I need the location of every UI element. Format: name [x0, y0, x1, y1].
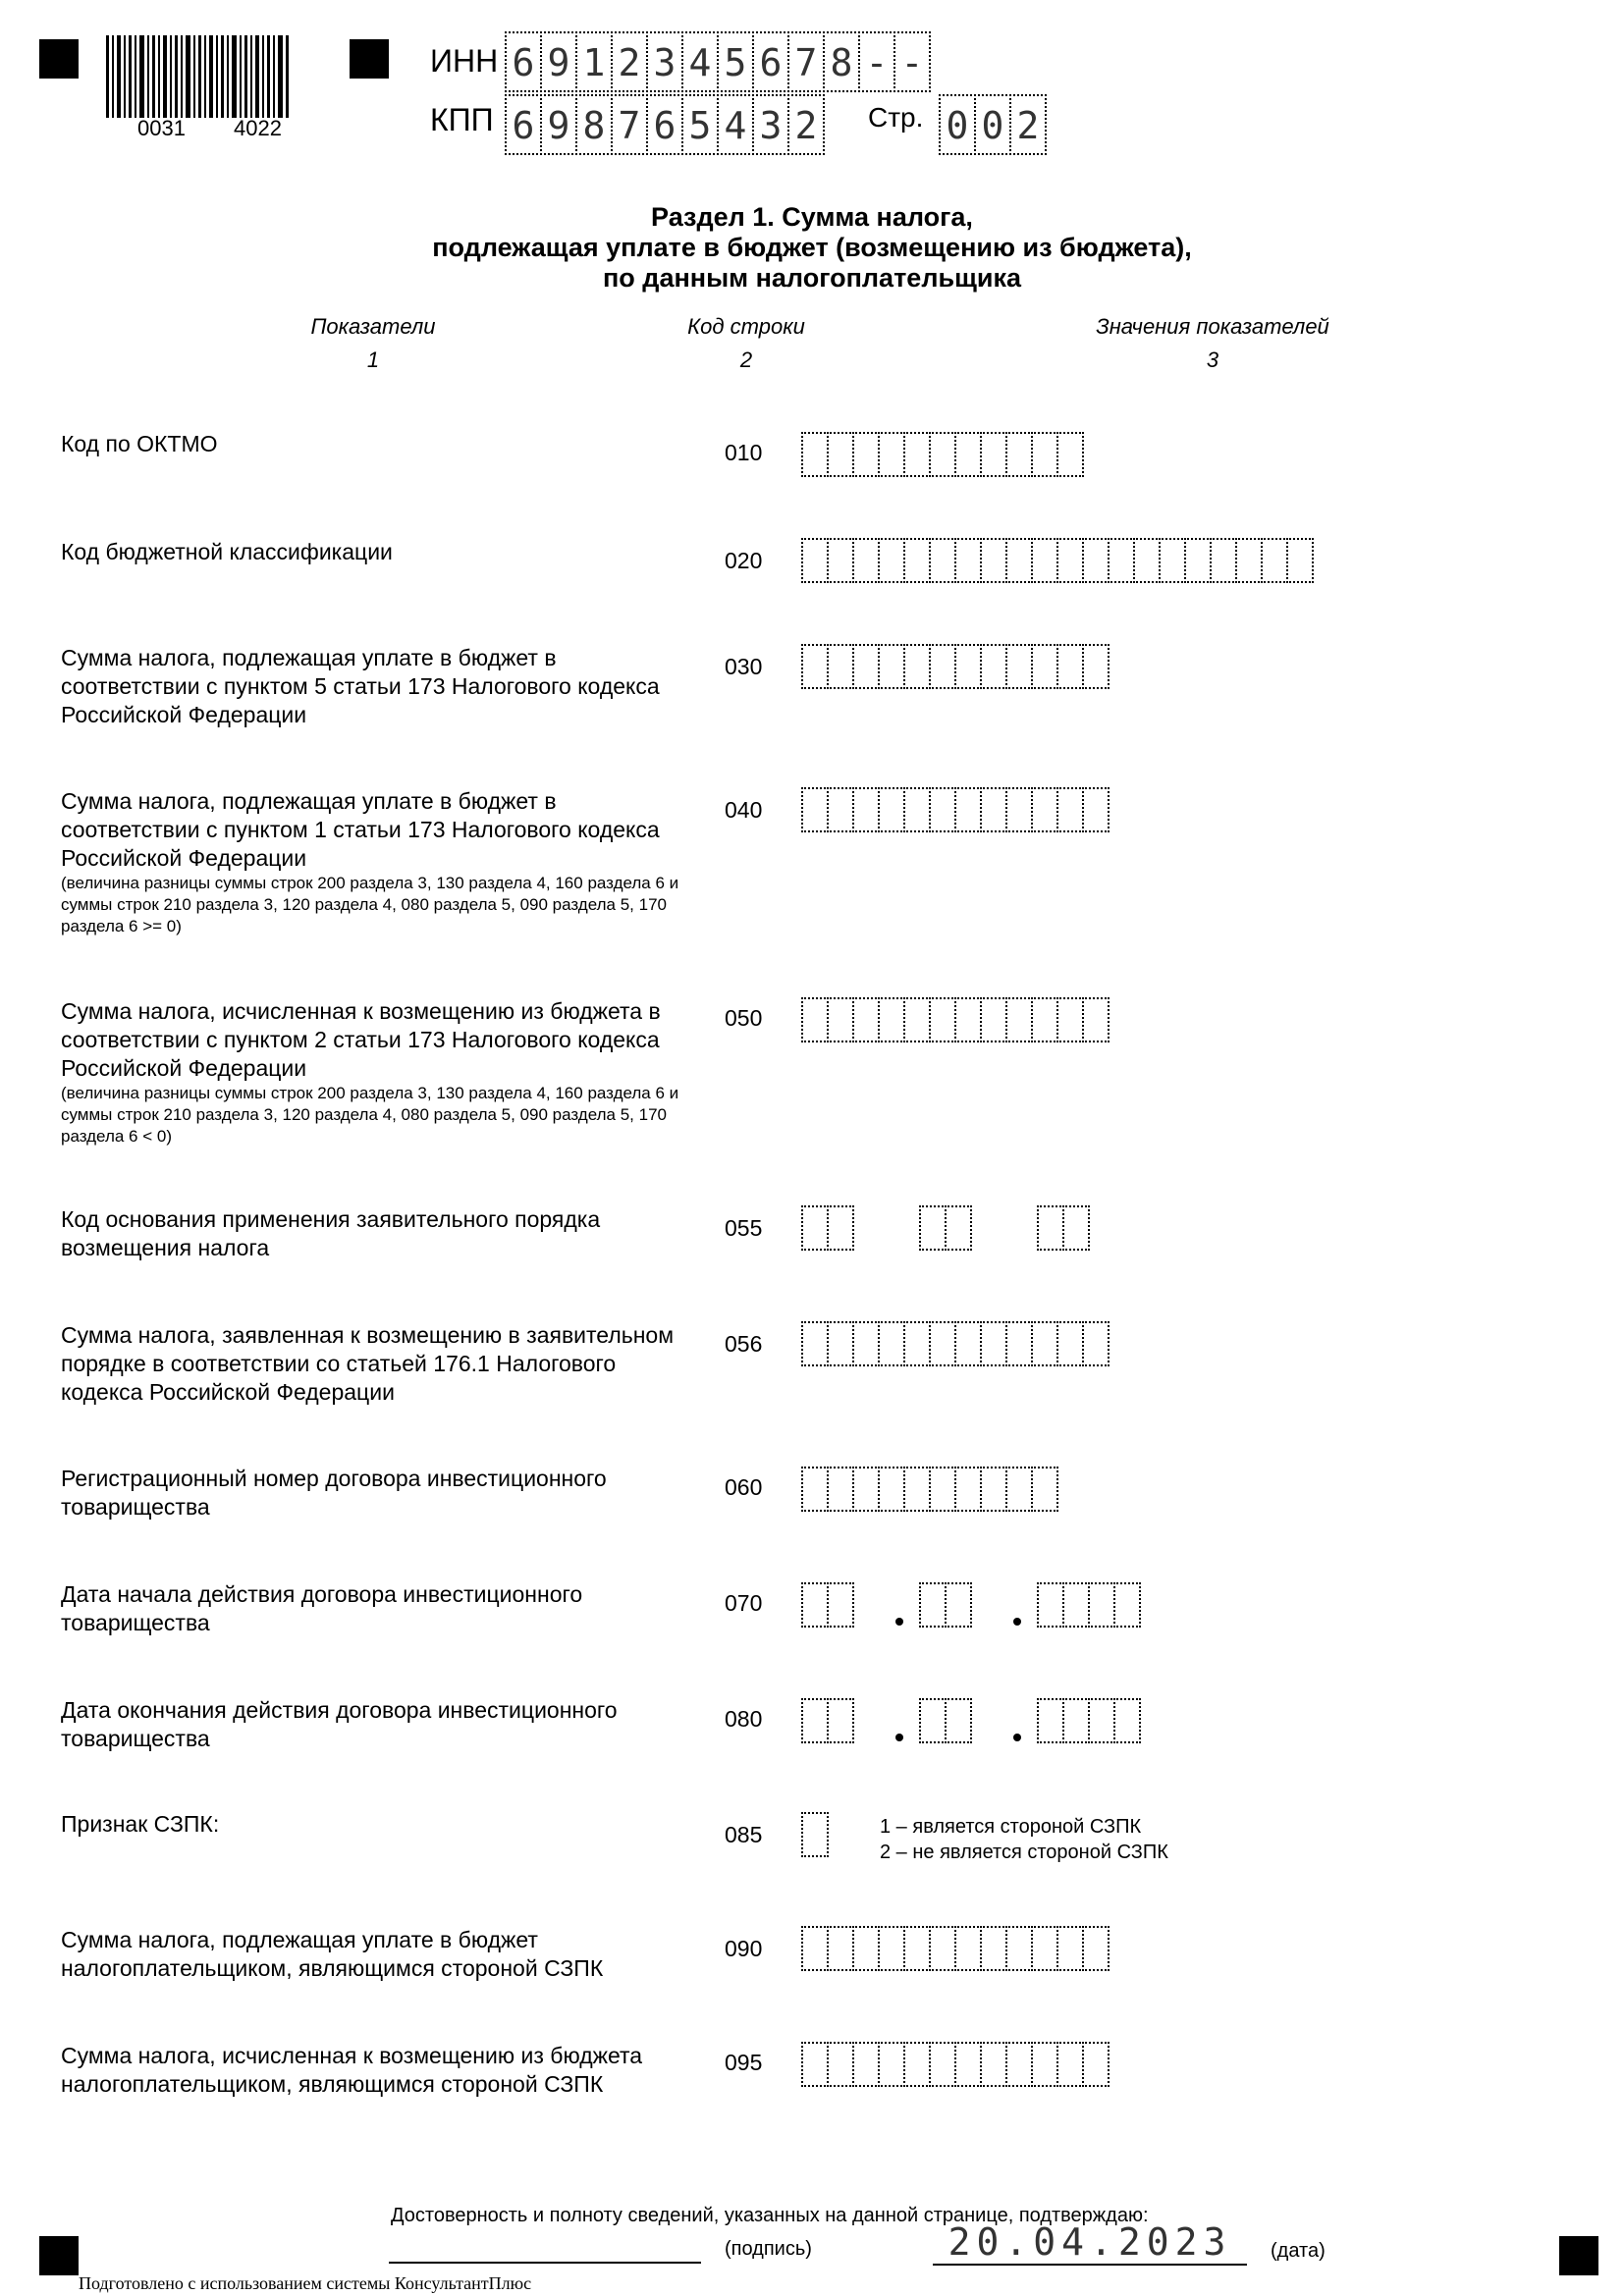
value-cell[interactable] [1031, 997, 1058, 1042]
value-cell[interactable] [1037, 1582, 1064, 1628]
value-cell[interactable] [878, 2042, 905, 2087]
row-070-day-field[interactable] [801, 1582, 852, 1628]
value-cell[interactable] [1005, 1321, 1033, 1366]
value-cell[interactable] [1082, 997, 1110, 1042]
value-cell[interactable] [929, 997, 956, 1042]
value-cell[interactable] [1005, 538, 1033, 583]
row-055-label: Код основания применения заявительного порядка возмещения налога [61, 1206, 601, 1260]
value-cell[interactable] [903, 644, 931, 689]
column-3-label: Значения показателей [1096, 314, 1329, 339]
row-055-value-part-2[interactable] [919, 1205, 970, 1251]
value-cell[interactable] [852, 1467, 880, 1512]
value-cell[interactable] [852, 432, 880, 477]
value-cell[interactable] [954, 1467, 982, 1512]
value-cell[interactable] [1031, 1926, 1058, 1971]
value-cell[interactable] [801, 1926, 829, 1971]
row-090-label: Сумма налога, подлежащая уплате в бюджет налогоплательщиком, являющимся стороной СЗПК [61, 1927, 604, 1981]
inn-cell[interactable]: 6 [505, 31, 542, 92]
barcode-bars-icon [106, 35, 293, 118]
row-050-label: Сумма налога, исчисленная к возмещению из бюджета в соответствии с пунктом 2 статьи 173 Налогового кодекса Российской Федерации (величина разницы суммы строк 200 раздела 3, 130 раздела 4, 160 раздела 6 и суммы строк 210 раздела 3, 120 раздела 4, 080 раздела 5, 090 раздела 5, 170 раздела 6 < 0) [61, 997, 689, 1148]
inn-cell[interactable]: - [858, 31, 895, 92]
value-cell[interactable] [1062, 1698, 1090, 1743]
value-cell[interactable] [827, 787, 854, 832]
row-010-value-field[interactable] [801, 432, 1082, 477]
inn-cell[interactable]: 3 [646, 31, 683, 92]
value-cell[interactable] [1261, 538, 1288, 583]
value-cell[interactable] [827, 538, 854, 583]
column-header-line-code [619, 314, 874, 373]
row-055-value-part-1[interactable] [801, 1205, 852, 1251]
row-070-code: 070 [725, 1590, 763, 1616]
value-cell[interactable] [801, 1467, 829, 1512]
row-085-code: 085 [725, 1822, 763, 1847]
row-040-label: Сумма налога, подлежащая уплате в бюджет в соответствии с пунктом 1 статьи 173 Налогового кодекса Российской Федерации (величина разницы суммы строк 200 раздела 3, 130 раздела 4, 160 раздела 6 и суммы строк 210 раздела 3, 120 раздела 4, 080 раздела 5, 090 раздела 5, 170 раздела 6 >= 0) [61, 787, 689, 937]
value-cell[interactable] [878, 1321, 905, 1366]
page-title [0, 202, 1624, 294]
value-cell[interactable] [1037, 1698, 1064, 1743]
row-080-month-field[interactable] [919, 1698, 970, 1743]
value-cell[interactable] [1082, 787, 1110, 832]
row-020-code: 020 [725, 548, 763, 573]
row-090-value-field[interactable] [801, 1926, 1108, 1971]
value-cell[interactable] [1082, 538, 1110, 583]
value-cell[interactable] [1082, 2042, 1110, 2087]
date-separator-dot [895, 1618, 903, 1626]
value-cell[interactable] [1031, 644, 1058, 689]
row-050-code: 050 [725, 1005, 763, 1031]
value-cell[interactable] [1056, 1321, 1084, 1366]
value-cell[interactable] [1031, 432, 1058, 477]
row-060-value-field[interactable] [801, 1467, 1056, 1512]
title-line-2: подлежащая уплате в бюджет (возмещению из бюджета), [432, 233, 1192, 262]
value-cell[interactable] [980, 2042, 1007, 2087]
value-cell[interactable] [1082, 1926, 1110, 1971]
value-cell[interactable] [852, 2042, 880, 2087]
kpp-cell[interactable]: 6 [505, 94, 542, 155]
value-cell[interactable] [929, 644, 956, 689]
barcode [106, 35, 293, 120]
inn-cell[interactable]: 4 [681, 31, 719, 92]
value-cell[interactable] [1056, 997, 1084, 1042]
row-055-value-part-3[interactable] [1037, 1205, 1088, 1251]
title-line-3: по данным налогоплательщика [603, 263, 1021, 293]
value-cell[interactable] [929, 1321, 956, 1366]
page-cell[interactable]: 0 [939, 94, 976, 155]
kpp-cell[interactable]: 8 [575, 94, 613, 155]
value-cell[interactable] [903, 1321, 931, 1366]
row-020-label: Код бюджетной классификации [61, 539, 393, 564]
value-cell[interactable] [878, 432, 905, 477]
inn-cell[interactable]: 2 [611, 31, 648, 92]
signature-label: (подпись) [725, 2238, 812, 2260]
value-cell[interactable] [801, 2042, 829, 2087]
kpp-cell[interactable]: 5 [681, 94, 719, 155]
value-cell[interactable] [1235, 538, 1263, 583]
row-056-label: Сумма налога, заявленная к возмещению в заявительном порядке в соответствии со статьей 176.1 Налогового кодекса Российской Федерации [61, 1322, 675, 1405]
value-cell[interactable] [945, 1582, 972, 1628]
kpp-field[interactable] [505, 94, 823, 155]
value-cell[interactable] [980, 1926, 1007, 1971]
inn-cell[interactable]: 7 [787, 31, 825, 92]
value-cell[interactable] [827, 1698, 854, 1743]
registration-marker-bottom-left [39, 2236, 79, 2275]
registration-marker-top-right [350, 39, 389, 79]
value-cell[interactable] [980, 787, 1007, 832]
kpp-label: КПП [430, 102, 494, 137]
value-cell[interactable] [945, 1698, 972, 1743]
value-cell[interactable] [801, 1698, 829, 1743]
value-cell[interactable] [878, 644, 905, 689]
value-cell[interactable] [1184, 538, 1212, 583]
value-cell[interactable] [852, 787, 880, 832]
inn-field[interactable] [505, 31, 929, 92]
value-cell[interactable] [903, 1926, 931, 1971]
row-090-code: 090 [725, 1936, 763, 1961]
value-cell[interactable] [852, 997, 880, 1042]
value-cell[interactable] [852, 1321, 880, 1366]
title-line-1: Раздел 1. Сумма налога, [651, 202, 973, 232]
value-cell[interactable] [878, 538, 905, 583]
value-cell[interactable] [1031, 787, 1058, 832]
value-cell[interactable] [827, 644, 854, 689]
value-cell[interactable] [929, 538, 956, 583]
row-056-value-field[interactable] [801, 1321, 1108, 1366]
value-cell[interactable] [919, 1205, 947, 1251]
value-cell[interactable] [801, 787, 829, 832]
value-cell[interactable] [1088, 1698, 1115, 1743]
prepared-with-credit: Подготовлено с использованием системы КонсультантПлюс [79, 2273, 532, 2293]
value-cell[interactable] [1210, 538, 1237, 583]
value-cell[interactable] [929, 1926, 956, 1971]
row-080-year-field[interactable] [1037, 1698, 1139, 1743]
row-050-value-field[interactable] [801, 997, 1108, 1042]
inn-cell[interactable]: 9 [540, 31, 577, 92]
date-label: (дата) [1271, 2240, 1326, 2262]
value-cell[interactable] [1286, 538, 1314, 583]
column-1-number: 1 [366, 347, 380, 372]
value-cell[interactable] [827, 2042, 854, 2087]
page-cell[interactable]: 2 [1009, 94, 1047, 155]
value-cell[interactable] [1056, 644, 1084, 689]
value-cell[interactable] [1037, 1205, 1064, 1251]
signature-line[interactable] [389, 2262, 701, 2264]
szpk-option-2: 2 – не является стороной СЗПК [880, 1842, 1168, 1863]
value-cell[interactable] [827, 1205, 854, 1251]
column-header-values [1051, 314, 1375, 373]
barcode-number-left: 0031 [137, 116, 186, 140]
value-cell[interactable] [1133, 538, 1161, 583]
column-2-label: Код строки [687, 314, 805, 339]
value-cell[interactable] [1005, 1926, 1033, 1971]
inn-label: ИНН [430, 43, 499, 79]
value-cell[interactable] [980, 432, 1007, 477]
value-cell[interactable] [954, 538, 982, 583]
page-cell[interactable]: 0 [974, 94, 1011, 155]
value-cell[interactable] [801, 997, 829, 1042]
value-cell[interactable] [980, 1467, 1007, 1512]
value-cell[interactable] [1056, 432, 1084, 477]
value-cell[interactable] [801, 538, 829, 583]
kpp-cell[interactable]: 2 [787, 94, 825, 155]
value-cell[interactable] [1031, 1467, 1058, 1512]
value-cell[interactable] [1056, 2042, 1084, 2087]
value-cell[interactable] [1082, 644, 1110, 689]
value-cell[interactable] [852, 1926, 880, 1971]
value-cell[interactable] [827, 1926, 854, 1971]
row-095-code: 095 [725, 2050, 763, 2075]
value-cell[interactable] [929, 2042, 956, 2087]
value-cell[interactable] [852, 644, 880, 689]
value-cell[interactable] [1005, 997, 1033, 1042]
value-cell[interactable] [801, 432, 829, 477]
value-cell[interactable] [954, 432, 982, 477]
row-020-value-field[interactable] [801, 538, 1312, 583]
inn-cell[interactable]: - [893, 31, 931, 92]
value-cell[interactable] [903, 997, 931, 1042]
column-3-number: 3 [1206, 347, 1219, 372]
value-cell[interactable] [878, 997, 905, 1042]
value-cell[interactable] [980, 997, 1007, 1042]
row-095-label: Сумма налога, исчисленная к возмещению из бюджета налогоплательщиком, являющимся стороной СЗПК [61, 2043, 643, 2097]
value-cell[interactable] [1082, 1321, 1110, 1366]
value-cell[interactable] [1159, 538, 1186, 583]
inn-cell[interactable]: 5 [717, 31, 754, 92]
value-cell[interactable] [827, 997, 854, 1042]
row-010-code: 010 [725, 440, 763, 465]
kpp-cell[interactable]: 9 [540, 94, 577, 155]
value-cell[interactable] [1088, 1582, 1115, 1628]
value-cell[interactable] [1005, 644, 1033, 689]
value-cell[interactable] [903, 432, 931, 477]
value-cell[interactable] [827, 1321, 854, 1366]
row-030-label: Сумма налога, подлежащая уплате в бюджет в соответствии с пунктом 5 статьи 173 Налогового кодекса Российской Федерации [61, 645, 660, 727]
value-cell[interactable] [827, 1582, 854, 1628]
value-cell[interactable] [954, 1321, 982, 1366]
value-cell[interactable] [1031, 2042, 1058, 2087]
value-cell[interactable] [1056, 1926, 1084, 1971]
inn-cell[interactable]: 8 [823, 31, 860, 92]
value-cell[interactable] [1056, 787, 1084, 832]
date-separator-dot [1013, 1618, 1021, 1626]
page-label: Стр. [868, 102, 924, 133]
row-056-code: 056 [725, 1331, 763, 1357]
row-070-label: Дата начала действия договора инвестиционного товарищества [61, 1581, 583, 1635]
value-cell[interactable] [980, 1321, 1007, 1366]
row-070-month-field[interactable] [919, 1582, 970, 1628]
inn-cell[interactable]: 1 [575, 31, 613, 92]
value-cell[interactable] [878, 1926, 905, 1971]
value-cell[interactable] [980, 538, 1007, 583]
row-030-code: 030 [725, 654, 763, 679]
page-number-field[interactable] [939, 94, 1045, 155]
row-010-label: Код по ОКТМО [61, 431, 218, 456]
kpp-cell[interactable]: 6 [646, 94, 683, 155]
value-cell[interactable] [878, 787, 905, 832]
row-080-code: 080 [725, 1706, 763, 1732]
value-cell[interactable] [929, 787, 956, 832]
confirmation-text: Достоверность и полноту сведений, указанных на данной странице, подтверждаю: [391, 2205, 1149, 2226]
row-085-label: Признак СЗПК: [61, 1811, 220, 1837]
inn-cell[interactable]: 6 [752, 31, 789, 92]
value-cell[interactable] [903, 538, 931, 583]
value-cell[interactable] [1113, 1698, 1141, 1743]
value-cell[interactable] [1005, 787, 1033, 832]
value-cell[interactable] [903, 787, 931, 832]
value-cell[interactable] [903, 2042, 931, 2087]
date-separator-dot [895, 1734, 903, 1741]
value-cell[interactable] [1031, 538, 1058, 583]
row-085-value-field[interactable] [801, 1812, 827, 1857]
value-cell[interactable] [954, 787, 982, 832]
value-cell[interactable] [945, 1205, 972, 1251]
value-cell[interactable] [1005, 432, 1033, 477]
registration-marker-bottom-right [1559, 2236, 1598, 2275]
value-cell[interactable] [1062, 1205, 1090, 1251]
value-cell[interactable] [1113, 1582, 1141, 1628]
column-header-indicators [226, 314, 520, 373]
row-060-code: 060 [725, 1474, 763, 1500]
value-cell[interactable] [801, 1812, 829, 1857]
row-030-value-field[interactable] [801, 644, 1108, 689]
value-cell[interactable] [954, 2042, 982, 2087]
value-cell[interactable] [801, 644, 829, 689]
value-cell[interactable] [919, 1582, 947, 1628]
kpp-cell[interactable]: 7 [611, 94, 648, 155]
row-080-label: Дата окончания действия договора инвестиционного товарищества [61, 1697, 618, 1751]
value-cell[interactable] [1108, 538, 1135, 583]
value-cell[interactable] [929, 432, 956, 477]
barcode-number-right: 4022 [234, 116, 282, 140]
value-cell[interactable] [801, 1582, 829, 1628]
value-cell[interactable] [827, 432, 854, 477]
row-040-note: (величина разницы суммы строк 200 раздела 3, 130 раздела 4, 160 раздела 6 и суммы строк 210 раздела 3, 120 раздела 4, 080 раздела 5, 090 раздела 5, 170 раздела 6 >= 0) [61, 874, 679, 935]
row-040-code: 040 [725, 797, 763, 823]
value-cell[interactable] [1062, 1582, 1090, 1628]
value-cell[interactable] [878, 1467, 905, 1512]
value-cell[interactable] [1056, 538, 1084, 583]
value-cell[interactable] [1031, 1321, 1058, 1366]
kpp-cell[interactable]: 4 [717, 94, 754, 155]
value-cell[interactable] [929, 1467, 956, 1512]
value-cell[interactable] [827, 1467, 854, 1512]
value-cell[interactable] [954, 644, 982, 689]
kpp-cell[interactable]: 3 [752, 94, 789, 155]
registration-marker-top-left [39, 39, 79, 79]
value-cell[interactable] [1005, 2042, 1033, 2087]
row-095-value-field[interactable] [801, 2042, 1108, 2087]
column-1-label: Показатели [310, 314, 436, 339]
value-cell[interactable] [801, 1205, 829, 1251]
value-cell[interactable] [954, 1926, 982, 1971]
column-2-number: 2 [739, 347, 753, 372]
value-cell[interactable] [801, 1321, 829, 1366]
row-050-note: (величина разницы суммы строк 200 раздела 3, 130 раздела 4, 160 раздела 6 и суммы строк 210 раздела 3, 120 раздела 4, 080 раздела 5, 090 раздела 5, 170 раздела 6 < 0) [61, 1084, 679, 1146]
value-cell[interactable] [1005, 1467, 1033, 1512]
row-080-day-field[interactable] [801, 1698, 852, 1743]
date-field[interactable]: 20.04.2023 [933, 2220, 1247, 2266]
date-separator-dot [1013, 1734, 1021, 1741]
value-cell[interactable] [980, 644, 1007, 689]
row-060-label: Регистрационный номер договора инвестиционного товарищества [61, 1466, 607, 1520]
row-055-code: 055 [725, 1215, 763, 1241]
row-040-value-field[interactable] [801, 787, 1108, 832]
value-cell[interactable] [954, 997, 982, 1042]
row-070-year-field[interactable] [1037, 1582, 1139, 1628]
szpk-option-1: 1 – является стороной СЗПК [880, 1816, 1142, 1838]
value-cell[interactable] [919, 1698, 947, 1743]
value-cell[interactable] [852, 538, 880, 583]
value-cell[interactable] [903, 1467, 931, 1512]
